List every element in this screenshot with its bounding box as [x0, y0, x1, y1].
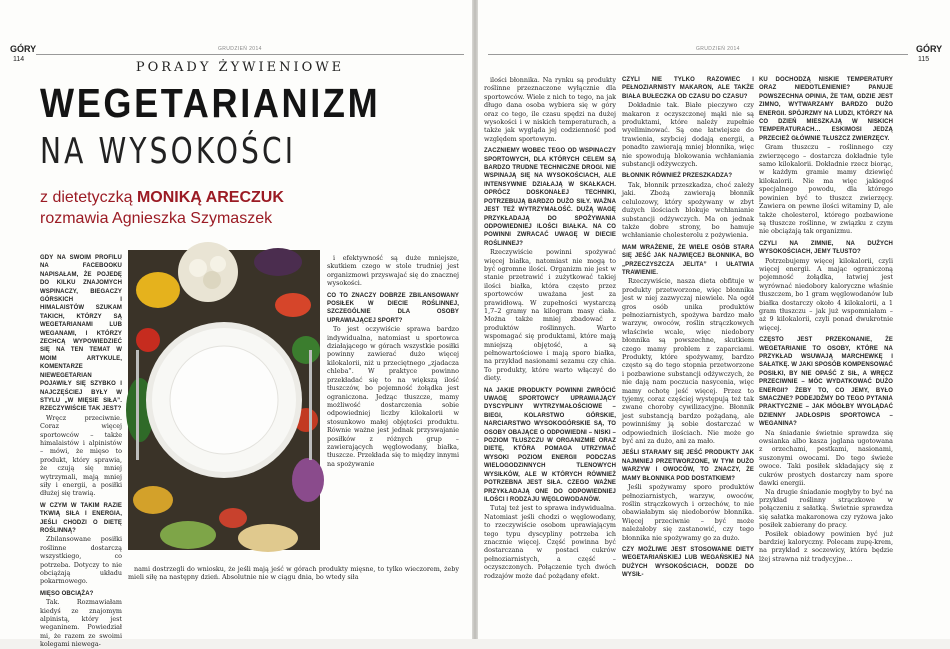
byline-interviewer: rozmawia Agnieszka Szymaszek: [40, 210, 273, 227]
interview-answer: Tak, błonnik przeszkadza, choć zależy jaki. Zbożą zawierają błonnik celulozowy, który spożywany w zbyt dużych ilościach blokuje wchłanianie substancji odżywczych. Ma on jednak także dobre strony, bo hamuje wchłanianie cholesterolu z pożywienia.: [622, 180, 754, 240]
byline-expert: z dietetyczką MONIKĄ ARECZUK: [40, 189, 284, 206]
issue-date-right: GRUDZIEŃ 2014: [696, 46, 740, 52]
interview-answer: Rzeczywiście, nasza dieta obfituje w produkty przetworzone, więc błonnika jest w niej zazwyczaj niewiele. Na ogół gros osób unika produktów pełnoziarnistych, spożywa bardzo mało warzyw, owoców, roślin strączkowych właściwie wcale, więc niedobory błonnika są powszechne, skutkiem czego mamy problem z zaparciami. Produkty, które spożywamy, bardzo często są do tego stopnia przetworzone i pozbawione substancji odżywczych, że nie dają nam poczucia nasycenia, więc mamy ochotę jeść więcej. Przez to tyjemy, coraz częściej występują też tak zwane choroby cywilizacyjne. Błonnik jest substancją bardzo pożądaną, ale powinniśmy ją sobie dostarczać w odpowiednich ilościach. Nie może go być ani za dużo, ani za mało.: [622, 277, 754, 446]
interview-question: MIĘSO OBCIĄŻA?: [40, 590, 94, 597]
interview-answer: Tak. Rozmawiałam kiedyś ze znajomym alpinistą, który jest weganinem. Powiedział mi, że razem ze swoimi kolegami niewega-: [40, 598, 122, 649]
interview-answer: nami dostrzegli do wniosku, że jeśli mają jeść w górach produkty mięsne, to tylko wieczorem, żeby mieli siłę na następny dzień. Absolutnie nie w ciągu dnia, bo wtedy siła: [128, 565, 459, 582]
section-label-right: GÓRY: [916, 44, 943, 54]
vegetables-plate-photo: [128, 250, 320, 550]
text-column-2: [327, 254, 459, 572]
header-rule-left: [36, 54, 464, 55]
interview-answer: Na drugie śniadanie mogłyby to być na przykład roślinny strączkowe w połączeniu z sałatką. Świetnie sprawdza się sałatka makaronowa czy ryżowa jako posiłek zabierany do pracy.: [759, 487, 893, 530]
interview-answer: Posiłek obiadowy powinien być już bardziej kaloryczny. Polecam zupę-krem, na przykład z soczewicy, która będzie lżej strawna niż tradycyjne…: [759, 529, 893, 563]
interview-question: JEŚLI STARAMY SIĘ JEŚĆ PRODUKTY JAK NAJMNIEJ PRZETWORZONE, W TYM DUŻO WARZYW I OWOCÓW, TO ZNACZY, ŻE MAMY BŁONNIKA POD DOSTATKIEM?: [622, 450, 754, 482]
interview-question: CO TO ZNACZY DOBRZE ZBILANSOWANY POSIŁEK W DIECIE ROŚLINNEJ, SZCZEGÓLNIE DLA OSOBY UPRAWIAJĄCEJ SPORT?: [327, 292, 459, 324]
interview-question: CZYLI NA ZIMNIE, NA DUŻYCH WYSOKOŚCIACH, JEMY TŁUSTO?: [759, 240, 893, 256]
article-title: WEGETARIANIZM: [40, 80, 381, 126]
interview-question: CZĘSTO JEST PRZEKONANIE, ŻE WEGETARIANIE TO OSOBY, KTÓRE NA PRZYKŁAD WSUWAJĄ MARCHEWKĘ I SAŁATKĘ. W JAKI SPOSÓB KOMPENSOWAĆ POSIŁKI, BY NIE OPAŚĆ Z SIŁ, A WRĘCZ PRZECIWNIE – MÓC WYDATKOWAĆ DUŻO ENERGII? ŻEBY TO, CO JEMY, BYŁO SMACZNE? PODEJDŹMY DO TEGO PYTANIA PRAKTYCZNIE – JAK MÓGŁBY WYGLĄDAĆ DZIENNY JADŁOSPIS SPORTOWCA – WEGANINA?: [759, 337, 893, 428]
interview-answer: To jest oczywiście sprawa bardzo indywidualna, natomiast u sportowca działającego w górach wszystkie posiłki powinny zawierać dużo więcej kilokalorii, niż u przeciętnego „zjadacza chleba”. W praktyce powinno przekładać się to na większą ilość tłuszczów, bo pojemność żołądka jest ograniczona. Jedząc tłuszcze, mamy możliwość dostarczenia sobie odpowiedniej liczby kilokalorii w stosunkowo małej objętości produktu. Równie ważne jest jednak przyswajanie posiłków z różnych grup – zawierających węglowodany, białka, tłuszcze. Przekłada się to między innymi na spożywanie: [327, 325, 459, 468]
page-number-left: 114: [13, 56, 25, 63]
interview-answer: Zbilansowane posiłki roślinne dostarczą wszystkiego, co potrzeba. Dotyczy to nie obciążają układu pokarmowego.: [40, 535, 122, 586]
interview-answer: Potrzebujemy więcej kilokalorii, czyli więcej energii. A mając ograniczoną pojemność żołądka, łatwiej jest wyrównać niedobory kaloryczne właśnie tłuszczem, bo 1 gram węglowodanów lub białka dostarczy około 4 kilokalorii, a 1 gram tłuszczu – jak już wspomniałam – aż 9 kilokalorii, czyli ponad dwukrotnie więcej.: [759, 256, 893, 332]
interview-answer: i efektywność są duże mniejsze, skutkiem czego w stole trudniej jest organizmowi przyswajać się do znacznej wysokości.: [327, 254, 459, 288]
interview-question: CZY MOŻLIWE JEST STOSOWANIE DIETY WEGETARIAŃSKIEJ LUB WEGAŃSKIEJ NA DUŻYCH WYSOKOŚCIACH, DODZE DO WYSIŁ-: [622, 546, 754, 579]
header-rule-right: [488, 54, 908, 55]
interview-question: BŁONNIK RÓWNIEŻ PRZESZKADZA?: [622, 173, 733, 180]
interview-question: W CZYM W TAKIM RAZIE TKWIĄ SIŁA I ENERGIA, JEŚLI CHODZI O DIETĘ ROŚLINNĄ?: [40, 502, 122, 534]
interview-answer: ilości błonnika. Na rynku są produkty roślinne przeznaczone wyłącznie dla sportowców. Wiele z nich to tego, na jak długo dana osoba wybiera się w góry oraz co tego, ile czasu spędzi na dużej wysokości i w niskich temperaturach, a także jak wygląda jej codzienność pod względem sportowym.: [484, 76, 616, 143]
interview-question: NA JAKIE PRODUKTY POWINNI ZWRÓCIĆ UWAGĘ SPORTOWCY UPRAWIAJĄCY DYSCYPLINY WYTRZYMAŁOŚCIOWE – BIEGI, KOLARSTWO GÓRSKIE, NARCIARSTWO WYSOKOGÓRSKIE SĄ, TO OSOBY OBAJĄCE O ODPOWIEDNI – NISKI – POZIOM TŁUSZCZU W ORGANIZMIE ORAZ DIETĘ, KTÓRA POMAGA UTRZYMAĆ WYSOKI POZIOM ENERGII PODCZAS WIELOGODZINNYCH TLENOWYCH WYSIŁKÓW, ALE W KTÓRYCH RÓWNIEŻ POTRZEBNA JEST SIŁA. CZEGO WAŻNE PRZYKŁADAJĄ ONE DO ODPOWIEDNIEJ ILOŚCI I RODZAJU WĘGLOWODANÓW.: [484, 387, 616, 503]
interview-question: MAM WRAŻENIE, ŻE WIELE OSÓB STARA SIĘ JEŚĆ JAK NAJWIĘCEJ BŁONNIKA, BO „PRZECZYSZCZA JELITA” I UŁATWIA TRAWIENIE.: [622, 244, 754, 276]
interview-answer: Wręcz przeciwnie. Coraz więcej sportowców – także himalaistów i alpinistów – mówi, że mięso to produkt, który sprawia, że czują się mniej wytrzymali, mają mniej siły i energii, a posiłki dłużej się trawią.: [40, 413, 122, 498]
interview-answer: Tutaj też jest to sprawa indywidualna. Natomiast jeśli chodzi o węglowodany, to rzeczywiście osobom uprawiającym tego typu dyscypliny potrzeba ich znacznie więcej. Część powinna być dostarczana w postaci cukrów pełnoziarnistych, a część – oczyszczonych. Połączenie tych dwóch rodzajów może dać pożądany efekt.: [484, 504, 616, 580]
issue-date-left: GRUDZIEŃ 2014: [218, 46, 262, 52]
article-subtitle: NA WYSOKOŚCI: [40, 131, 297, 172]
section-kicker: PORADY ŻYWIENIOWE: [135, 60, 345, 75]
interview-question: GDY NA SWOIM PROFILU NA FACEBOOKU NAPISAŁAM, ŻE POJEDĘ DO KILKU ZNAJOMYCH WSPINACZY, BIEGACZY GÓRSKICH I HIMALAISTÓW SZUKAM TAKICH, KTÓRZY SĄ WEGETARIANAMI LUB WEGANAMI, I KTÓRZY ZECHCĄ WYPOWIEDZIEĆ SIĘ NA TEN TEMAT W MOIM ARTYKULE, KOMENTARZE NIEWEGETARIAN POJAWIŁY SIĘ SZYBKO I NAJCZĘŚCIEJ BYŁY W STYLU „W MIĘSIE SIŁA”. RZECZYWIŚCIE TAK JEST?: [40, 255, 122, 413]
interview-question: KU DOCHODZĄ NISKIE TEMPERATURY ORAZ NIEDOTLENIENIE? PANUJE POWSZECHNA OPINIA, ŻE TAM, GDZIE JEST ZIMNO, WYTWARZAMY BARDZO DUŻO ENERGII. SPÓJRZMY NA LUDZI, KTÓRZY NA CO DZIEŃ MIESZKAJĄ W NISKICH TEMPERATURACH… ESKIMOSI JEDZĄ PRZECIEŻ GŁÓWNIE TŁUSZCZ ZWIERZĘCY.: [759, 77, 893, 142]
interview-answer: Na śniadanie świetnie sprawdza się owsianka albo kasza jaglana ugotowana z orzechami, pestkami, nasionami, suszonymi owocami. Do tego świeże owoce. Taki posiłek składający się z cukrów prostych dostarczy nam spore dawki energii.: [759, 428, 893, 488]
interview-answer: Jeśli spożywamy sporo produktów pełnoziarnistych, warzyw, owoców, roślin strączkowych i orzechów, to nie obawiałabym się niedoborów błonnika. Więcej przeciwnie – być może należałoby się zastanowić, czy tego błonnika nie spożywamy go za dużo.: [622, 483, 754, 542]
interview-answer: Dokładnie tak. Białe pieczywo czy makaron z oczyszczonej mąki nie są produktami, które należy zupełnie wyeliminować. Są one łatwiejsze do trawienia, szybciej dodają energii, a ponadto zawierają mniej błonnika, więc nie spowodują blokowania wchłaniania substancji odżywczych.: [622, 101, 754, 169]
section-label-left: GÓRY: [10, 44, 37, 54]
interview-answer: Gram tłuszczu – roślinnego czy zwierzęcego – dostarcza dokładnie tyle samo kilokalorii. Dokładnie rzecz biorąc, w każdym gramie mamy dziewięć kilokalorii. Nie ma więc jakiegoś specjalnego powodu, dla którego powinien być to tłuszcz zwierzęcy. Zawiera on pewne ilości witaminy D, ale także cholesterol, którego pozbawione są tłuszcze roślinne, w związku z czym nie obciążają tak organizmu.: [759, 143, 893, 236]
text-column-5: [759, 76, 893, 634]
left-page: [0, 0, 472, 649]
vegetables-plate-illustration: [128, 250, 320, 550]
interview-question: CZYLI NIE TYLKO RAZOWIEC I PEŁNOZIARNISTY MAKARON, ALE TAKŻE BIAŁA BUŁECZKA OD CZASU DO CZASU?: [622, 77, 754, 100]
text-column-2-bottom: [128, 565, 459, 635]
right-page: [478, 0, 950, 639]
text-column-3: [484, 76, 616, 634]
page-number-right: 115: [918, 56, 930, 63]
text-column-4: [622, 76, 754, 634]
interview-answer: Rzeczywiście powinni spożywać więcej białka, natomiast nie mogą to być ogromne ilości. Organizm nie jest w stanie przetrawić i zużytkować takiej ilości białka, która często przez sportowców uważana jest za prawidłową. W zupełności wystarczą 1,7–2 gramy na kilogram masy ciała. Można także mniej zbadować z produktów roślinnych. Warto wspomagać się produktami, które mają mniejszą objętość, a są pełnowartościowe i mają sporo białka, na przykład nasionami sezamu czy chia. To produkty, które warto włączyć do diety.: [484, 248, 616, 383]
interview-question: ZACZNIEMY WOBEC TEGO OD WSPINACZY SPORTOWYCH, DLA KTÓRYCH CELEM SĄ BARDZO TRUDNE TECHNICZNE DROGI. NIE WSPINAJĄ SIĘ NA WYSOKOŚCIACH, ALE INTENSYWNIE DZIAŁAJĄ W SKAŁKACH. OPRÓCZ DOSKONAŁEJ TECHNIKI, POTRZEBUJĄ BARDZO DUŻO SIŁY. WAŻNA JEST TEŻ WYTRZYMAŁOŚĆ. DUŻĄ WAGĘ PRZYKŁADAJĄ DO SPOŻYWANIA ODPOWIEDNIEJ ILOŚCI BIAŁKA. NA CO POWINNI ZWRACAĆ UWAGĘ W DIECIE ROŚLINNEJ?: [484, 148, 616, 247]
text-column-1: [40, 254, 122, 649]
